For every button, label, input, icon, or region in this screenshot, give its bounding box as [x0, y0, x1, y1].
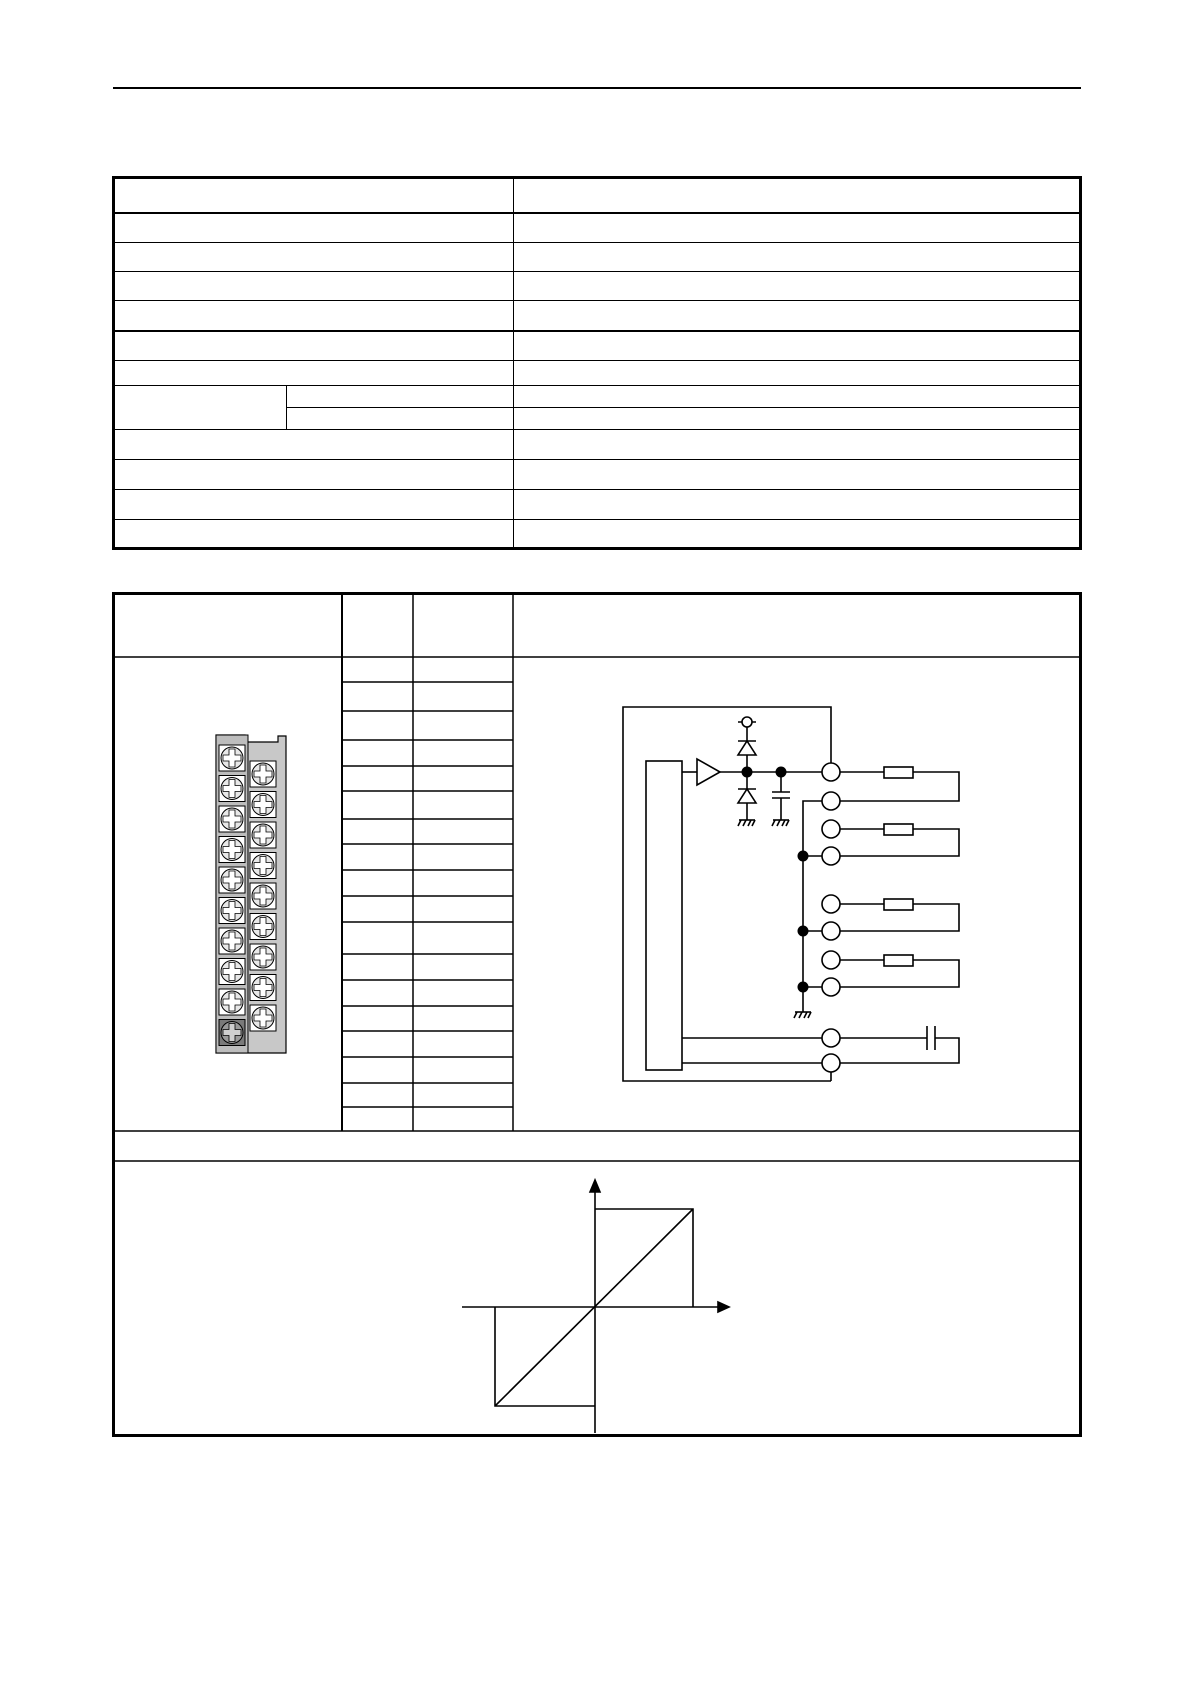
screw-terminal-icon: [250, 1005, 276, 1031]
screw-terminal-icon: [250, 944, 276, 970]
resistor-icon: [884, 899, 913, 910]
screw-terminal-icon: [219, 806, 245, 832]
screw-terminal-icon: [250, 822, 276, 848]
y-axis-arrow-icon: [590, 1180, 600, 1192]
screw-terminal-icon: [219, 837, 245, 863]
screw-terminal-icon: [250, 883, 276, 909]
circuit-schematic: [623, 707, 959, 1081]
screw-terminal-icon: [219, 959, 245, 985]
screw-terminal-icon: [250, 853, 276, 879]
diode-icon: [738, 789, 756, 803]
screw-terminal-icon: [219, 776, 245, 802]
converter-block: [646, 761, 682, 1070]
resistor-icon: [884, 767, 913, 778]
transfer-graph: [462, 1180, 729, 1433]
screw-terminal-icon: [219, 867, 245, 893]
circuit-boundary: [623, 707, 831, 1081]
screw-terminal-icon: [219, 989, 245, 1015]
terminal-nodes: [822, 763, 840, 1072]
screw-terminal-icon: [250, 914, 276, 940]
terminal-block: [216, 735, 286, 1053]
screw-terminal-icon: [219, 898, 245, 924]
screw-terminal-icon: [219, 745, 245, 771]
screw-terminal-icon: [250, 761, 276, 787]
screw-terminal-icon: [219, 1020, 245, 1046]
x-axis-arrow-icon: [718, 1302, 729, 1312]
resistor-icon: [884, 824, 913, 835]
screw-terminal-icon: [219, 928, 245, 954]
screw-terminal-icon: [250, 975, 276, 1001]
diode-icon: [738, 741, 756, 755]
amplifier-symbol: [697, 759, 720, 785]
resistor-icon: [884, 955, 913, 966]
screw-terminal-icon: [250, 792, 276, 818]
